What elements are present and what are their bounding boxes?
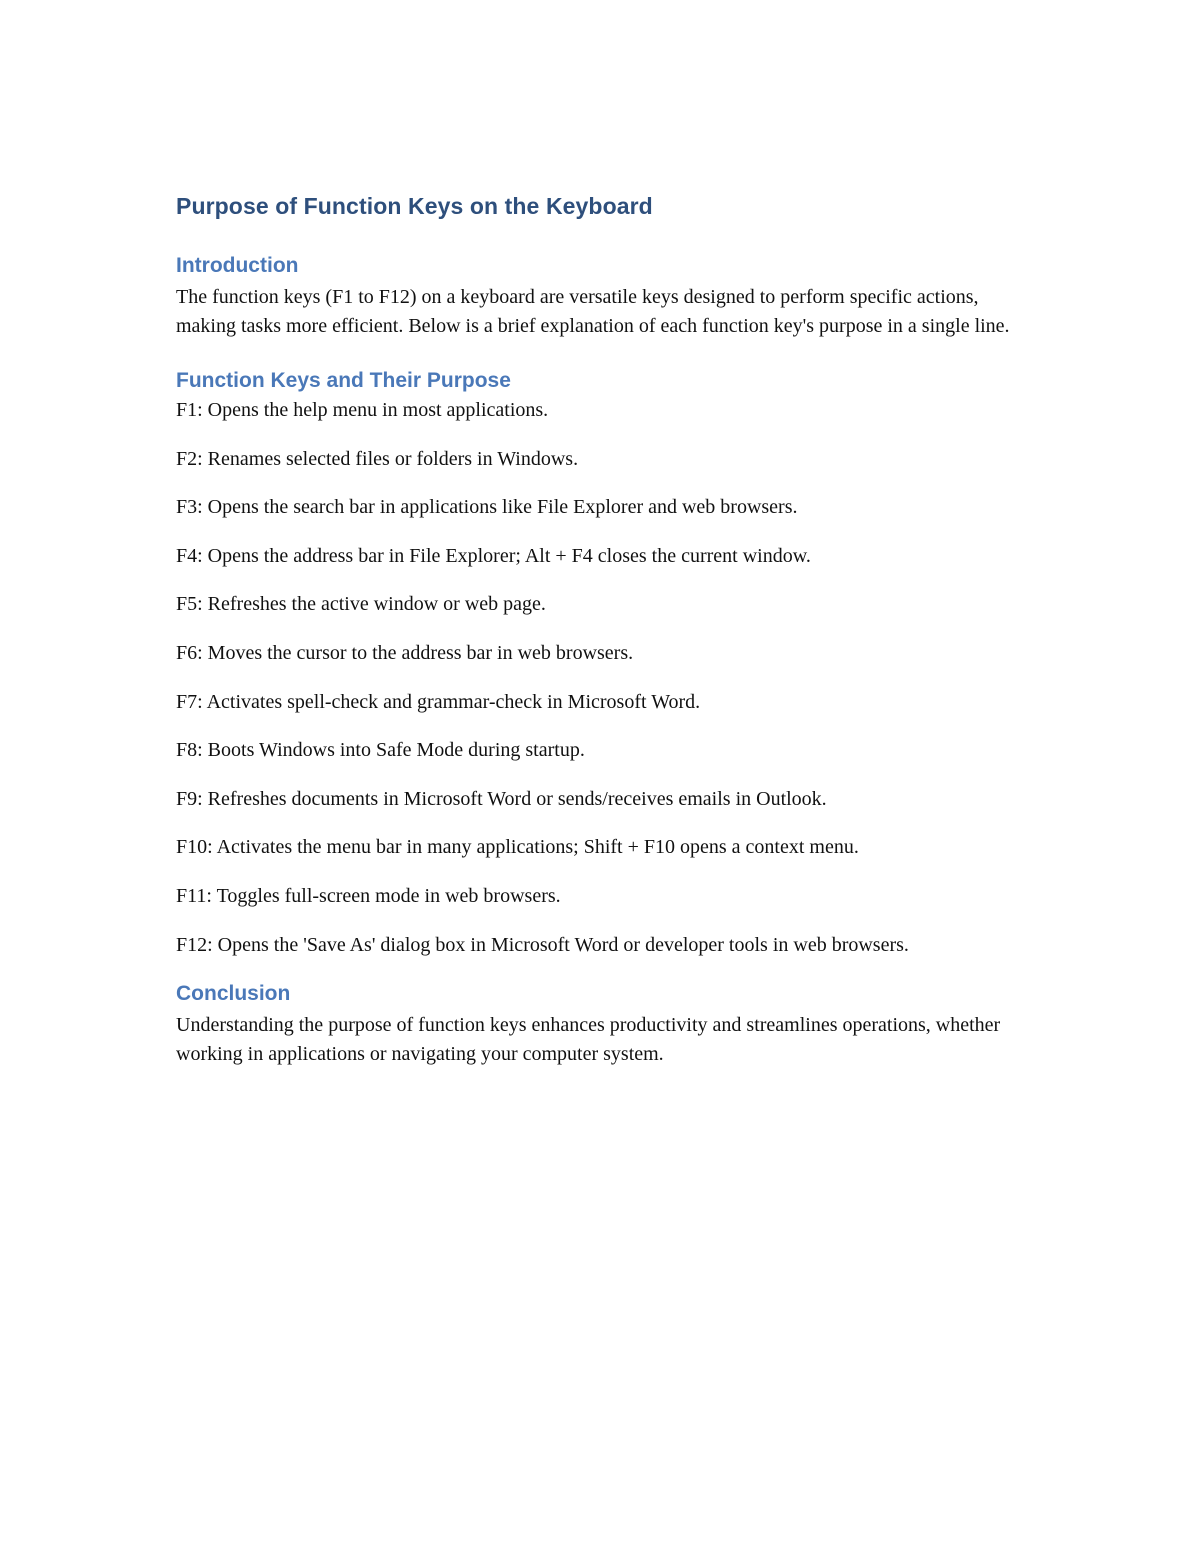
function-key-item-f11: F11: Toggles full-screen mode in web browsers. xyxy=(176,884,561,907)
function-key-item-f12: F12: Opens the 'Save As' dialog box in Microsoft Word or developer tools in web browsers. xyxy=(176,933,909,956)
function-key-item-f1: F1: Opens the help menu in most applications. xyxy=(176,399,549,421)
function-key-item-f2: F2: Renames selected files or folders in Windows. xyxy=(176,447,579,470)
conclusion-paragraph: Understanding the purpose of function keys enhances productivity and streamlines operations, whether working in applications or navigating your computer system. xyxy=(176,1014,1001,1066)
document-content xyxy=(176,190,1036,1069)
function-key-item-f3: F3: Opens the search bar in applications like File Explorer and web browsers. xyxy=(176,496,798,519)
function-key-item-f10: F10: Activates the menu bar in many applications; Shift + F10 opens a context menu. xyxy=(176,836,859,859)
function-key-item-f6: F6: Moves the cursor to the address bar in web browsers. xyxy=(176,641,634,664)
introduction-paragraph: The function keys (F1 to F12) on a keyboard are versatile keys designed to perform specific actions, making tasks more efficient. Below is a brief explanation of each function key's purpose in a single line. xyxy=(176,286,1010,337)
introduction-heading: Introduction xyxy=(176,254,299,277)
function-key-list xyxy=(176,396,1036,960)
function-key-item-f4: F4: Opens the address bar in File Explorer; Alt + F4 closes the current window. xyxy=(176,544,811,567)
function-key-item-f7: F7: Activates spell-check and grammar-check in Microsoft Word. xyxy=(176,690,701,713)
function-key-item-f9: F9: Refreshes documents in Microsoft Word or sends/receives emails in Outlook. xyxy=(176,787,827,810)
document-title: Purpose of Function Keys on the Keyboard xyxy=(176,193,653,219)
function-key-item-f5: F5: Refreshes the active window or web page. xyxy=(176,593,546,616)
function-keys-heading: Function Keys and Their Purpose xyxy=(176,369,511,392)
function-key-item-f8: F8: Boots Windows into Safe Mode during startup. xyxy=(176,739,585,762)
conclusion-heading: Conclusion xyxy=(176,982,291,1006)
